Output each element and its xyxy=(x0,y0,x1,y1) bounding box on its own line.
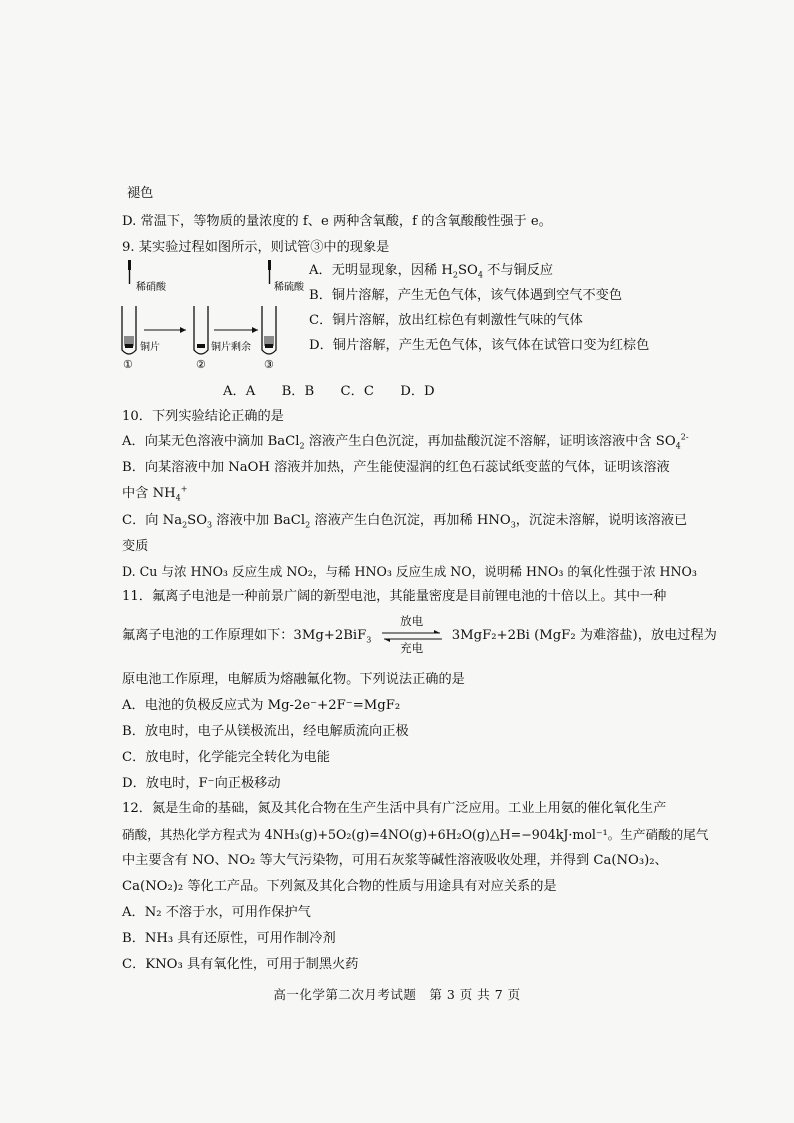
page-footer: 高一化学第二次月考试题 第 3 页 共 7 页 xyxy=(273,987,521,1002)
q10-option-b-line2: 中含 $NH_4^+$ xyxy=(122,484,188,503)
q8-option-d: D. 常温下，等物质的量浓度的 f、e 两种含氧酸，f 的含氧酸酸性强于 e。 xyxy=(122,214,552,229)
q11-stem-line3: 原电池工作原理，电解质为熔融氟化物。下列说法正确的是 xyxy=(122,672,465,687)
test-tube-1-icon xyxy=(122,306,136,354)
label-copper-remaining: 铜片剩余 xyxy=(211,342,251,353)
q9-option-b: B．铜片溶解，产生无色气体，该气体遇到空气不变色 xyxy=(309,288,623,303)
q10-option-d: D. Cu 与浓 HNO₃ 反应生成 NO₂，与稀 HNO₃ 反应生成 NO，说明稀 HNO₃ 的氧化性强于浓 HNO₃ xyxy=(122,564,697,579)
tube-3-number: ③ xyxy=(264,358,274,371)
q11-stem-line1: 11．氟离子电池是一种前景广阔的新型电池，其能量密度是目前锂电池的十倍以上。其中一种 xyxy=(122,589,667,604)
test-tube-2-icon xyxy=(194,306,208,354)
label-dilute-sulfuric-acid: 稀硫酸 xyxy=(274,282,304,293)
q10-option-c-line1: C．向 $Na_2SO_3$ 溶液中加 BaCl$_2$ 溶液产生白色沉淀，再加稀 $HNO_3$，沉淀未溶解，说明该溶液已 xyxy=(122,513,688,530)
q9-option-a: A．无明显现象，因稀 $H_2SO_4$ 不与铜反应 xyxy=(309,263,554,280)
q9-apparatus-figure xyxy=(118,258,318,380)
tube-2-number: ② xyxy=(196,358,206,371)
q12-stem-line1: 12．氮是生命的基础，氮及其化合物在生产生活中具有广泛应用。工业上用氨的催化氧化生产 xyxy=(122,801,667,816)
q12-option-a: A．N₂ 不溶于水，可用作保护气 xyxy=(122,905,311,920)
q10-option-a: A．向某无色溶液中滴加 BaCl$_2$ 溶液产生白色沉淀，再加盐酸沉淀不溶解，证明该溶液中含 $SO_4^{2-}$ xyxy=(122,432,689,451)
q11-option-c: C．放电时，化学能完全转化为电能 xyxy=(122,750,330,765)
q9-stem: 9. 某实验过程如图所示，则试管③中的现象是 xyxy=(122,240,390,255)
test-tube-3-icon xyxy=(262,306,276,354)
q12-stem-line3: 中主要含有 NO、NO₂ 等大气污染物，可用石灰浆等碱性溶液吸收处理，并得到 Ca(NO₃)₂、 xyxy=(122,853,668,868)
q11-option-a: A．电池的负极反应式为 Mg-2e⁻+2F⁻=MgF₂ xyxy=(122,698,401,713)
q10-option-b-line1: B．向某溶液中加 NaOH 溶液并加热，产生能使湿润的红色石蕊试纸变蓝的气体，证明该溶液 xyxy=(122,460,670,475)
q8-continuation: 褪色 xyxy=(127,186,154,201)
q9-choices: A．A B．B C．C D．D xyxy=(223,384,435,399)
q12-option-c: C．KNO₃ 具有氧化性，可用于制黑火药 xyxy=(122,957,359,972)
label-dilute-nitric-acid: 稀硝酸 xyxy=(136,282,166,293)
q12-option-b: B．NH₃ 具有还原性，可用作制冷剂 xyxy=(122,931,336,946)
dropper-1-icon xyxy=(128,260,131,284)
tube-1-number: ① xyxy=(123,358,133,371)
q12-stem-line2: 硝酸，其热化学方程式为 4NH₃(g)+5O₂(g)=4NO(g)+6H₂O(g)△H=−904kJ·mol⁻¹。生产硝酸的尾气 xyxy=(122,827,709,842)
q9-option-d: D．铜片溶解，产生无色气体，该气体在试管口变为红棕色 xyxy=(309,338,650,353)
q10-stem: 10．下列实验结论正确的是 xyxy=(122,409,284,424)
reversible-arrow-icon: 放电 充电 xyxy=(380,629,444,643)
q11-option-b: B．放电时，电子从镁极流出，经电解质流向正极 xyxy=(122,724,409,739)
arrow-right-icon xyxy=(252,327,258,333)
q11-option-d: D．放电时，F⁻向正极移动 xyxy=(122,776,281,791)
q9-option-c: C．铜片溶解，放出红棕色有刺激性气味的气体 xyxy=(309,313,583,328)
q10-option-c-line2: 变质 xyxy=(122,539,149,554)
q11-equation-line: 氟离子电池的工作原理如下：3Mg+2BiF$_3$ 放电 充电 3MgF₂+2Bi (MgF₂ 为难溶盐)，放电过程为 xyxy=(122,613,717,655)
q12-stem-line4: Ca(NO₂)₂ 等化工产品。下列氮及其化合物的性质与用途具有对应关系的是 xyxy=(122,879,557,894)
test-tube-diagram xyxy=(118,258,318,376)
label-copper-piece: 铜片 xyxy=(140,342,160,353)
dropper-2-icon xyxy=(268,260,271,284)
arrow-right-icon xyxy=(180,327,186,333)
